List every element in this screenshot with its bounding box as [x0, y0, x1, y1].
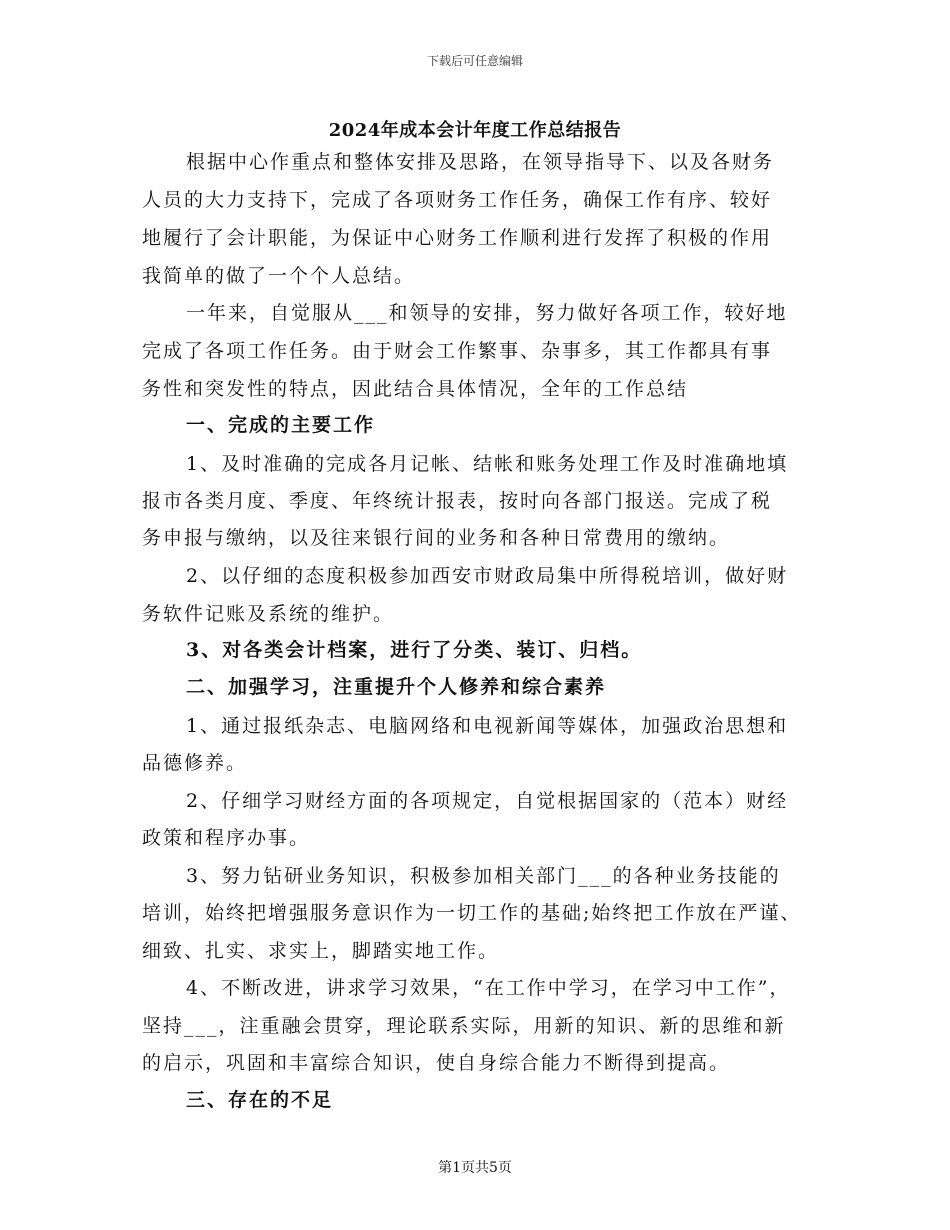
page-header-note: 下载后可任意编辑 — [426, 54, 523, 68]
paragraph-line: 人员的大力支持下，完成了各项财务工作任务，确保工作有序、较好 — [142, 189, 773, 211]
paragraph-line: 务性和突发性的特点，因此结合具体情况，全年的工作总结 — [142, 378, 689, 400]
paragraph-line: 品德修养。 — [142, 752, 248, 774]
paragraph-line: 培训，始终把增强服务意识作为一切工作的基础;始终把工作放在严谨、 — [142, 902, 802, 924]
paragraph-line: 一年来，自觉服从___和领导的安排，努力做好各项工作，较好地 — [186, 302, 788, 324]
paragraph-line: 政策和程序办事。 — [142, 827, 311, 849]
paragraph-line: 报市各类月度、季度、年终统计报表，按时向各部门报送。完成了税 — [142, 490, 773, 512]
paragraph-line: 完成了各项工作任务。由于财会工作繁事、杂事多，其工作都具有事 — [142, 340, 773, 362]
section-heading: 二、加强学习，注重提升个人修养和综合素养 — [186, 676, 607, 698]
paragraph-line: 1、及时准确的完成各月记帐、结帐和账务处理工作及时准确地填 — [186, 453, 789, 475]
paragraph-line: 根据中心作重点和整体安排及思路，在领导指导下、以及各财务 — [186, 151, 775, 173]
paragraph-line: 3、努力钻研业务知识，积极参加相关部门___的各种业务技能的 — [186, 865, 781, 887]
paragraph-line: 务申报与缴纳，以及往来银行间的业务和各种日常费用的缴纳。 — [142, 527, 731, 549]
paragraph-line: 坚持___，注重融会贯穿，理论联系实际，用新的知识、新的思维和新 — [142, 1015, 786, 1037]
paragraph-line: 2、以仔细的态度积极参加西安市财政局集中所得税培训，做好财 — [186, 565, 789, 587]
paragraph-line: 1、通过报纸杂志、电脑网络和电视新闻等媒体，加强政治思想和 — [186, 715, 789, 737]
paragraph-line: 细致、扎实、求实上，脚踏实地工作。 — [142, 940, 500, 962]
bold-item: 3、对各类会计档案，进行了分类、装订、归档。 — [186, 639, 643, 661]
paragraph-line: 4、不断改进，讲求学习效果，“在工作中学习，在学习中工作”， — [186, 977, 791, 999]
document-title: 2024年成本会计年度工作总结报告 — [328, 120, 622, 141]
section-heading: 一、完成的主要工作 — [186, 414, 376, 436]
paragraph-line: 的启示，巩固和丰富综合知识，使自身综合能力不断得到提高。 — [142, 1052, 731, 1074]
page-number: 第1页共5页 — [438, 1160, 512, 1176]
paragraph-line: 我简单的做了一个个人总结。 — [142, 265, 416, 287]
paragraph-line: 2、仔细学习财经方面的各项规定，自觉根据国家的（范本）财经 — [186, 790, 789, 812]
paragraph-line: 地履行了会计职能，为保证中心财务工作顺利进行发挥了积极的作用 — [142, 227, 773, 249]
section-heading: 三、存在的不足 — [186, 1089, 334, 1111]
paragraph-line: 务软件记账及系统的维护。 — [142, 603, 395, 625]
